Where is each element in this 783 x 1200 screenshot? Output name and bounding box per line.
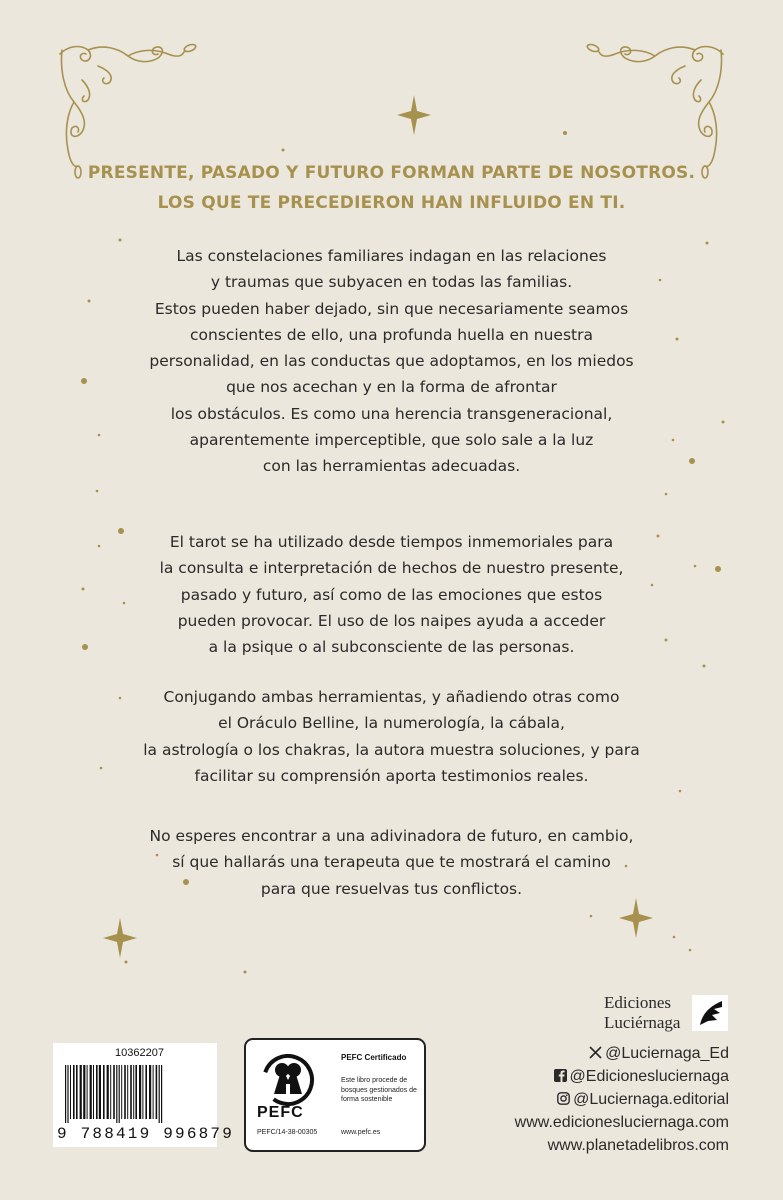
pefc-certified-title: PEFC Certificado [341, 1053, 407, 1062]
back-cover-headline [0, 158, 783, 218]
text-line: la consulta e interpretación de hechos de nuestro presente, [159, 559, 624, 578]
pefc-description: Este libro procede de bosques gestionados de forma sostenible [341, 1077, 417, 1103]
barcode-bar [161, 1065, 162, 1123]
text-line: y traumas que subyacen en todas las familias. [210, 273, 573, 292]
headline-line: LOS QUE TE PRECEDIERON HAN INFLUIDO EN TI. [157, 193, 626, 213]
barcode-bar [121, 1065, 122, 1119]
barcode-bar [130, 1065, 132, 1119]
pefc-certification-label [244, 1038, 426, 1152]
barcode-bar [153, 1065, 154, 1119]
star-icon [103, 918, 137, 958]
facebook-handle-text: @Edicionesluciernaga [569, 1068, 729, 1085]
x-handle-text: @Luciernaga_Ed [605, 1045, 729, 1062]
text-line: El tarot se ha utilizado desde tiempos inmemoriales para [169, 533, 614, 551]
facebook-handle[interactable] [515, 1065, 729, 1088]
facebook-logo-icon [554, 1069, 567, 1082]
instagram-logo-icon [557, 1092, 570, 1105]
website-link[interactable]: www.edicionesluciernaga.com [514, 1114, 729, 1131]
x-logo-icon [589, 1046, 602, 1059]
twitter-x-handle[interactable] [515, 1042, 729, 1065]
text-line: aparentemente imperceptible, que solo sale a la luz [189, 431, 594, 450]
pefc-url: www.pefc.es [341, 1129, 381, 1136]
star-icon [397, 95, 431, 135]
publisher-name-line: Ediciones [604, 993, 672, 1012]
text-line: la astrología o los chakras, la autora muestra soluciones, y para [143, 740, 640, 759]
barcode-bar [96, 1065, 98, 1119]
barcode-bar [127, 1065, 128, 1119]
synopsis-paragraph-1 [60, 243, 723, 480]
text-line: que nos acechan y en la forma de afrontar [226, 378, 557, 397]
headline-line: PRESENTE, PASADO Y FUTURO FORMAN PARTE DE NOSOTROS. [87, 163, 696, 183]
instagram-handle-text: @Luciernaga.editorial [573, 1091, 729, 1108]
firefly-logo-icon [692, 995, 728, 1031]
barcode-bars [63, 1065, 211, 1123]
barcode-bar [76, 1065, 78, 1119]
text-line: Las constelaciones familiares indagan en las relaciones [176, 247, 607, 265]
publisher-contact-links [515, 1042, 729, 1157]
text-line: conscientes de ello, una profunda huella en nuestra [189, 325, 593, 344]
barcode-bar [135, 1065, 137, 1119]
barcode-bar [145, 1065, 147, 1119]
text-line: pueden provocar. El uso de los naipes ayuda a acceder [177, 611, 606, 630]
barcode-bar [110, 1065, 111, 1119]
barcode-bar [156, 1065, 158, 1119]
barcode-bar [67, 1065, 68, 1123]
text-line: el Oráculo Belline, la numerología, la cábala, [218, 714, 565, 733]
pefc-tree-logo-icon [260, 1054, 316, 1106]
barcode-bar [149, 1065, 151, 1119]
pefc-wordmark: PEFC [257, 1104, 304, 1121]
barcode-bar [90, 1065, 92, 1119]
barcode-bar [133, 1065, 134, 1119]
barcode-bar [103, 1065, 105, 1119]
publisher-logo-block [600, 993, 730, 1033]
text-line: a la psique o al subconsciente de las personas. [208, 638, 575, 657]
barcode-digits: 9 788419 996879 [57, 1125, 235, 1143]
barcode-bar [87, 1065, 88, 1119]
publisher-name [604, 993, 680, 1033]
barcode-bar [119, 1065, 120, 1123]
barcode-bar [65, 1065, 66, 1123]
barcode-reference-number: 10362207 [115, 1047, 164, 1059]
barcode-bar [142, 1065, 143, 1119]
barcode-bar [113, 1065, 115, 1119]
isbn-barcode [53, 1043, 235, 1147]
pefc-license-code: PEFC/14-38-00305 [257, 1129, 318, 1136]
synopsis-paragraph-3 [60, 684, 723, 789]
barcode-bar [99, 1065, 101, 1119]
barcode-bar [139, 1065, 141, 1119]
barcode-bar [83, 1065, 85, 1119]
publisher-name-line: Luciérnaga [604, 1013, 681, 1032]
barcode-bar [124, 1065, 126, 1119]
text-line: los obstáculos. Es como una herencia transgeneracional, [170, 404, 613, 423]
barcode-bar [107, 1065, 109, 1119]
barcode-bar [73, 1065, 75, 1119]
barcode-bar [116, 1065, 117, 1123]
text-line: sí que hallarás una terapeuta que te mostrará el camino [172, 853, 611, 872]
text-line: personalidad, en las conductas que adoptamos, en los miedos [149, 352, 634, 371]
star-icon [619, 898, 653, 938]
synopsis-paragraph-4 [60, 823, 723, 902]
website-link[interactable]: www.planetadelibros.com [547, 1137, 729, 1154]
instagram-handle[interactable] [515, 1088, 729, 1111]
barcode-bar [93, 1065, 94, 1119]
text-line: Conjugando ambas herramientas, y añadiendo otras como [163, 688, 620, 706]
text-line: para que resuelvas tus conflictos. [260, 879, 523, 898]
text-line: pasado y futuro, así como de las emociones que estos [180, 585, 603, 604]
text-line: con las herramientas adecuadas. [262, 457, 521, 476]
text-line: No esperes encontrar a una adivinadora de futuro, en cambio, [149, 827, 634, 845]
text-line: Estos pueden haber dejado, sin que necesariamente seamos [154, 299, 629, 318]
synopsis-paragraph-2 [60, 529, 723, 660]
barcode-bar [159, 1065, 160, 1123]
barcode-bar [70, 1065, 71, 1119]
text-line: facilitar su comprensión aporta testimonios reales. [194, 766, 589, 785]
barcode-bar [80, 1065, 82, 1119]
